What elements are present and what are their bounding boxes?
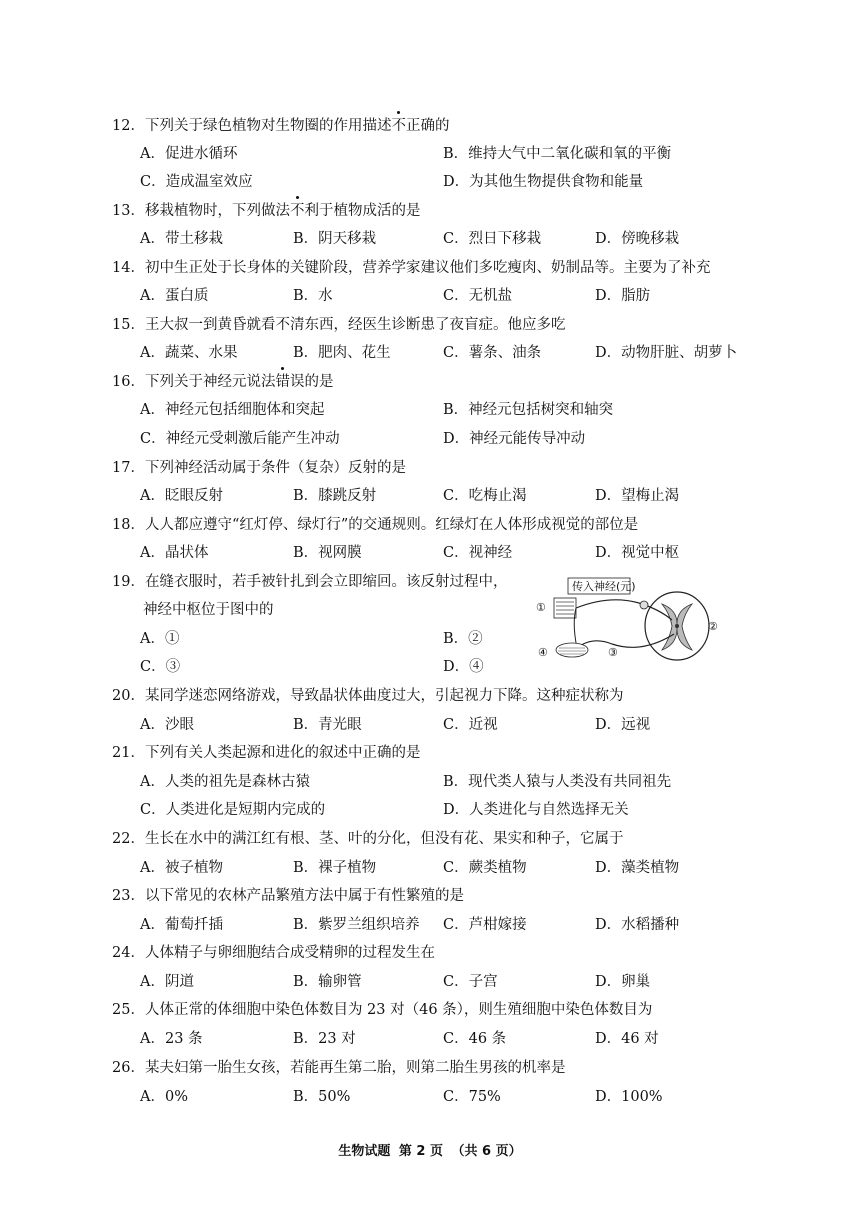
option-a[interactable]: A．阴道 — [140, 974, 194, 990]
option-a[interactable]: A．① — [140, 631, 180, 647]
option-d[interactable]: D．神经元能传导冲动 — [443, 431, 586, 447]
option-b[interactable]: B．膝跳反射 — [293, 488, 377, 504]
option-d[interactable]: D．为其他生物提供食物和能量 — [443, 174, 644, 190]
marker-3: ③ — [608, 646, 618, 659]
option-a[interactable]: A．带土移栽 — [140, 231, 223, 247]
marker-1: ① — [536, 601, 546, 614]
question-15: 15．王大叔一到黄昏就看不清东西，经医生诊断患了夜盲症。他应多吃 — [112, 317, 566, 333]
option-a[interactable]: A．0% — [140, 1089, 188, 1105]
option-d[interactable]: D．46 对 — [595, 1031, 659, 1047]
option-c[interactable]: C．视神经 — [443, 545, 513, 561]
reflex-arc-diagram — [532, 574, 732, 664]
option-d[interactable]: D．人类进化与自然选择无关 — [443, 802, 629, 818]
option-c[interactable]: C．近视 — [443, 717, 498, 733]
option-a[interactable]: A．人类的祖先是森林古猿 — [140, 774, 310, 790]
option-c[interactable]: C．人类进化是短期内完成的 — [140, 802, 326, 818]
option-d[interactable]: D．傍晚移栽 — [595, 231, 680, 247]
option-c[interactable]: C．神经元受刺激后能产生冲动 — [140, 431, 340, 447]
option-d[interactable]: D．藻类植物 — [595, 860, 680, 876]
question-25: 25．人体正常的体细胞中染色体数目为 23 对（46 条），则生殖细胞中染色体数目为 — [112, 1002, 653, 1018]
option-c[interactable]: C．造成温室效应 — [140, 174, 253, 190]
page-footer — [0, 1140, 860, 1159]
question-16: 16．下列关于神经元说法错误的是 — [112, 370, 333, 391]
label-afferent-nerve: 传入神经(元) — [572, 580, 636, 593]
option-b[interactable]: B．23 对 — [293, 1031, 356, 1047]
option-b[interactable]: B．裸子植物 — [293, 860, 377, 876]
option-b[interactable]: B．紫罗兰组织培养 — [293, 917, 420, 933]
reflex-arc-svg — [532, 574, 732, 664]
footer-total: （共 6 页） — [451, 1144, 522, 1159]
emphasis-mark: 错 — [275, 370, 290, 391]
option-d[interactable]: D．脂肪 — [595, 288, 651, 304]
option-b[interactable]: B．视网膜 — [293, 545, 362, 561]
question-17: 17．下列神经活动属于条件（复杂）反射的是 — [112, 460, 406, 476]
option-d[interactable]: D．望梅止渴 — [595, 488, 680, 504]
option-b[interactable]: B．维持大气中二氧化碳和氧的平衡 — [443, 146, 672, 162]
option-c[interactable]: C．③ — [140, 659, 181, 675]
option-d[interactable]: D．水稻播种 — [595, 917, 680, 933]
option-d[interactable]: D．卵巢 — [595, 974, 651, 990]
option-c[interactable]: C．吃梅止渴 — [443, 488, 527, 504]
option-c[interactable]: C．蕨类植物 — [443, 860, 527, 876]
marker-4: ④ — [538, 646, 548, 659]
option-b[interactable]: B．青光眼 — [293, 717, 362, 733]
option-d[interactable]: D．视觉中枢 — [595, 545, 680, 561]
option-a[interactable]: A．眨眼反射 — [140, 488, 223, 504]
option-c[interactable]: C．芦柑嫁接 — [443, 917, 527, 933]
option-c[interactable]: C．46 条 — [443, 1031, 507, 1047]
option-d[interactable]: D．④ — [443, 659, 484, 675]
question-19: 19．在缝衣服时，若手被针扎到会立即缩回。该反射过程中， — [112, 574, 508, 590]
ganglion — [640, 601, 648, 609]
option-c[interactable]: C．75% — [443, 1089, 501, 1105]
option-d[interactable]: D．动物肝脏、胡萝卜 — [595, 345, 738, 361]
option-d[interactable]: D．100% — [595, 1089, 663, 1105]
question-22: 22．生长在水中的满江红有根、茎、叶的分化，但没有花、果实和种子，它属于 — [112, 831, 624, 847]
option-a[interactable]: A．沙眼 — [140, 717, 194, 733]
marker-2: ② — [708, 620, 718, 633]
effector-muscle — [556, 643, 588, 657]
option-a[interactable]: A．被子植物 — [140, 860, 223, 876]
question-26: 26．某夫妇第一胎生女孩，若能再生第二胎，则第二胎生男孩的机率是 — [112, 1060, 566, 1076]
option-b[interactable]: B．50% — [293, 1089, 351, 1105]
option-a[interactable]: A．促进水循环 — [140, 146, 238, 162]
question-13: 13．移栽植物时，下列做法不利于植物成活的是 — [112, 199, 420, 220]
option-a[interactable]: A．神经元包括细胞体和突起 — [140, 402, 325, 418]
central-canal — [675, 624, 679, 628]
footer-subject: 生物试题 — [338, 1144, 391, 1159]
option-a[interactable]: A．23 条 — [140, 1031, 203, 1047]
option-b[interactable]: B．② — [443, 631, 483, 647]
question-12: 12．下列关于绿色植物对生物圈的作用描述不正确的 — [112, 114, 449, 135]
question-18: 18．人人都应遵守“红灯停、绿灯行”的交通规则。红绿灯在人体形成视觉的部位是 — [112, 517, 639, 533]
option-a[interactable]: A．蛋白质 — [140, 288, 209, 304]
option-a[interactable]: A．葡萄扦插 — [140, 917, 223, 933]
option-d[interactable]: D．远视 — [595, 717, 651, 733]
receptor-box — [554, 598, 576, 618]
option-a[interactable]: A．蔬菜、水果 — [140, 345, 238, 361]
emphasis-mark: 不 — [290, 199, 305, 220]
question-19-line2: 神经中枢位于图中的 — [143, 602, 274, 618]
footer-page: 第 2 页 — [398, 1144, 443, 1159]
question-20: 20．某同学迷恋网络游戏，导致晶状体曲度过大，引起视力下降。这种症状称为 — [112, 688, 624, 704]
option-c[interactable]: C．无机盐 — [443, 288, 513, 304]
option-b[interactable]: B．现代类人猿与人类没有共同祖先 — [443, 774, 672, 790]
question-14: 14．初中生正处于长身体的关键阶段，营养学家建议他们多吃瘦肉、奶制品等。主要为了补充 — [112, 260, 711, 276]
question-21: 21．下列有关人类起源和进化的叙述中正确的是 — [112, 745, 421, 761]
option-b[interactable]: B．水 — [293, 288, 333, 304]
option-b[interactable]: B．神经元包括树突和轴突 — [443, 402, 614, 418]
question-23: 23．以下常见的农林产品繁殖方法中属于有性繁殖的是 — [112, 888, 464, 904]
option-b[interactable]: B．输卵管 — [293, 974, 362, 990]
option-c[interactable]: C．烈日下移栽 — [443, 231, 542, 247]
emphasis-mark: 不 — [391, 114, 406, 135]
option-c[interactable]: C．子宫 — [443, 974, 498, 990]
option-a[interactable]: A．晶状体 — [140, 545, 209, 561]
option-c[interactable]: C．薯条、油条 — [443, 345, 542, 361]
option-b[interactable]: B．肥肉、花生 — [293, 345, 391, 361]
option-b[interactable]: B．阴天移栽 — [293, 231, 377, 247]
question-24: 24．人体精子与卵细胞结合成受精卵的过程发生在 — [112, 945, 435, 961]
